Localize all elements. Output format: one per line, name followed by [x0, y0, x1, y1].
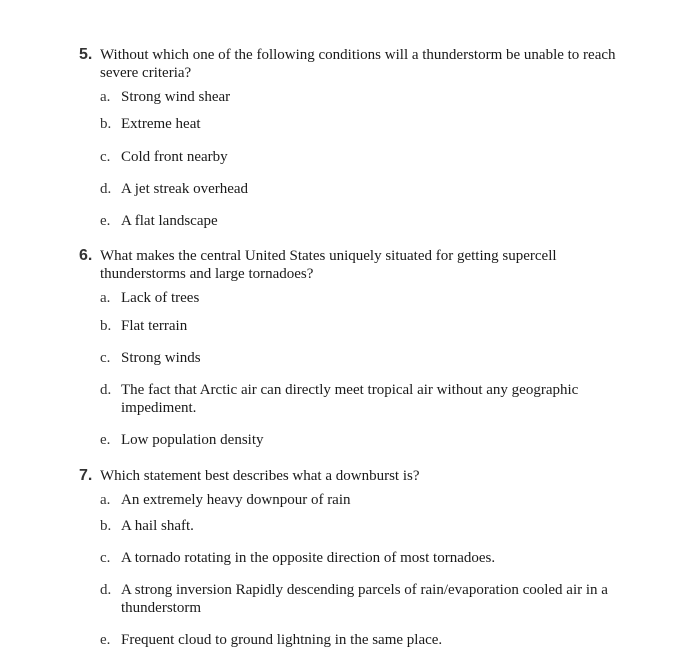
question-6	[79, 247, 639, 448]
answer-option-b[interactable]	[100, 115, 630, 133]
option-text: A jet streak overhead	[121, 181, 249, 197]
option-letter: b.	[100, 518, 112, 534]
option-letter: b.	[100, 318, 112, 334]
question-text: Which statement best describes what a downburst is?	[100, 468, 420, 484]
option-text: Frequent cloud to ground lightning in the same place.	[121, 632, 443, 648]
option-letter: c.	[100, 350, 111, 366]
option-text: Low population density	[121, 432, 264, 448]
option-text: Strong winds	[121, 350, 201, 366]
answer-option-b[interactable]	[100, 317, 630, 335]
option-letter: c.	[100, 149, 111, 165]
question-number: 6.	[79, 247, 93, 264]
option-text: Strong wind shear	[121, 89, 231, 105]
question-number: 7.	[79, 467, 93, 484]
option-text: Lack of trees	[121, 290, 200, 306]
option-text: A flat landscape	[121, 213, 218, 229]
answer-option-e[interactable]	[100, 631, 630, 649]
option-letter: a.	[100, 290, 111, 306]
answer-option-a[interactable]	[100, 491, 630, 509]
option-letter: d.	[100, 181, 112, 197]
answer-option-c[interactable]	[100, 349, 630, 367]
option-text: A tornado rotating in the opposite direction of most tornadoes.	[121, 550, 496, 566]
question-text: Without which one of the following conditions will a thunderstorm be unable to reach severe criteria?	[100, 47, 616, 81]
option-text: Flat terrain	[121, 318, 188, 334]
option-letter: e.	[100, 213, 111, 229]
option-letter: e.	[100, 432, 111, 448]
answer-option-d[interactable]	[100, 180, 630, 198]
answer-option-d[interactable]	[100, 381, 630, 417]
option-text: Extreme heat	[121, 116, 201, 132]
answer-option-d[interactable]	[100, 581, 630, 617]
question-number: 5.	[79, 46, 93, 63]
option-letter: c.	[100, 550, 111, 566]
question-stem	[79, 46, 639, 82]
answer-option-c[interactable]	[100, 148, 630, 166]
answer-option-c[interactable]	[100, 549, 630, 567]
question-text: What makes the central United States uniquely situated for getting supercell thunderstorms and large tornadoes?	[100, 248, 557, 282]
option-letter: a.	[100, 492, 111, 508]
option-letter: e.	[100, 632, 111, 648]
option-text: A hail shaft.	[121, 518, 194, 534]
question-7	[79, 467, 639, 648]
option-letter: d.	[100, 382, 112, 398]
question-5	[79, 46, 639, 229]
answer-option-e[interactable]	[100, 431, 630, 449]
answer-option-a[interactable]	[100, 88, 630, 106]
question-stem	[79, 247, 639, 283]
option-text: A strong inversion Rapidly descending parcels of rain/evaporation cooled air in a thunderstorm	[121, 582, 608, 616]
answer-option-e[interactable]	[100, 212, 630, 230]
answer-option-b[interactable]	[100, 517, 630, 535]
option-text: The fact that Arctic air can directly meet tropical air without any geographic impediment.	[121, 382, 579, 416]
answer-option-a[interactable]	[100, 289, 630, 307]
option-letter: b.	[100, 116, 112, 132]
question-stem	[79, 467, 639, 485]
option-letter: d.	[100, 582, 112, 598]
option-text: Cold front nearby	[121, 149, 228, 165]
option-letter: a.	[100, 89, 111, 105]
option-text: An extremely heavy downpour of rain	[121, 492, 351, 508]
